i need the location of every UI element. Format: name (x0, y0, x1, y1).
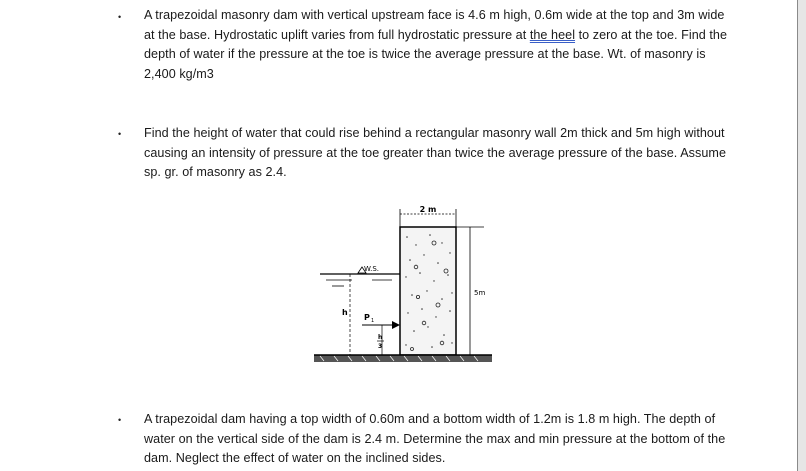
bullet-2: • (118, 129, 122, 139)
problem-2-text: Find the height of water that could rise behind a rectangular masonry wall 2m thick and 5m high without causing an intensity of pressure at the toe greater than twice the average pressure of the base. Assume sp. gr. of masonry as 2.4. (144, 126, 727, 180)
bullet-3: • (118, 415, 122, 425)
force-label: P (364, 313, 370, 322)
bullet-1: • (118, 12, 122, 22)
height-label: 5m (474, 289, 486, 297)
arm-numerator: h (378, 334, 383, 341)
arm-denominator: 3 (378, 343, 383, 350)
force-subscript: 1 (371, 318, 375, 324)
water-surface-label: W.S. (364, 265, 380, 273)
dam-figure (312, 205, 498, 383)
problem-1-text-before: A trapezoidal masonry dam with vertical upstream face is 4.6 m high, 0.6m wide at the top and 3m wide at the base. Hydrostatic uplift varies from full hydrostatic pressure at (144, 8, 725, 42)
width-label: 2 m (419, 205, 437, 214)
page-gutter (798, 0, 806, 471)
problem-3-text: A trapezoidal dam having a top width of 0.60m and a bottom width of 1.2m is 1.8 m high. The depth of water on the vertical side of the dam is 2.4 m. Determine the max and min pressure at the bottom of the dam. Neglect the effect of water on the inclined sides. (144, 412, 726, 466)
problem-1-text-after: to zero at the toe. Find the depth of water if the pressure at the toe is twice the average pressure at the base. Wt. of masonry is 2,400 kg/m3 (144, 27, 728, 81)
ground-hatch (314, 355, 492, 362)
depth-label: h (342, 308, 348, 317)
force-arrow-head-icon (392, 321, 400, 329)
problem-1-underlined-term[interactable]: the heel (529, 27, 576, 42)
problem-1-text (144, 6, 734, 84)
masonry-wall (400, 227, 456, 355)
